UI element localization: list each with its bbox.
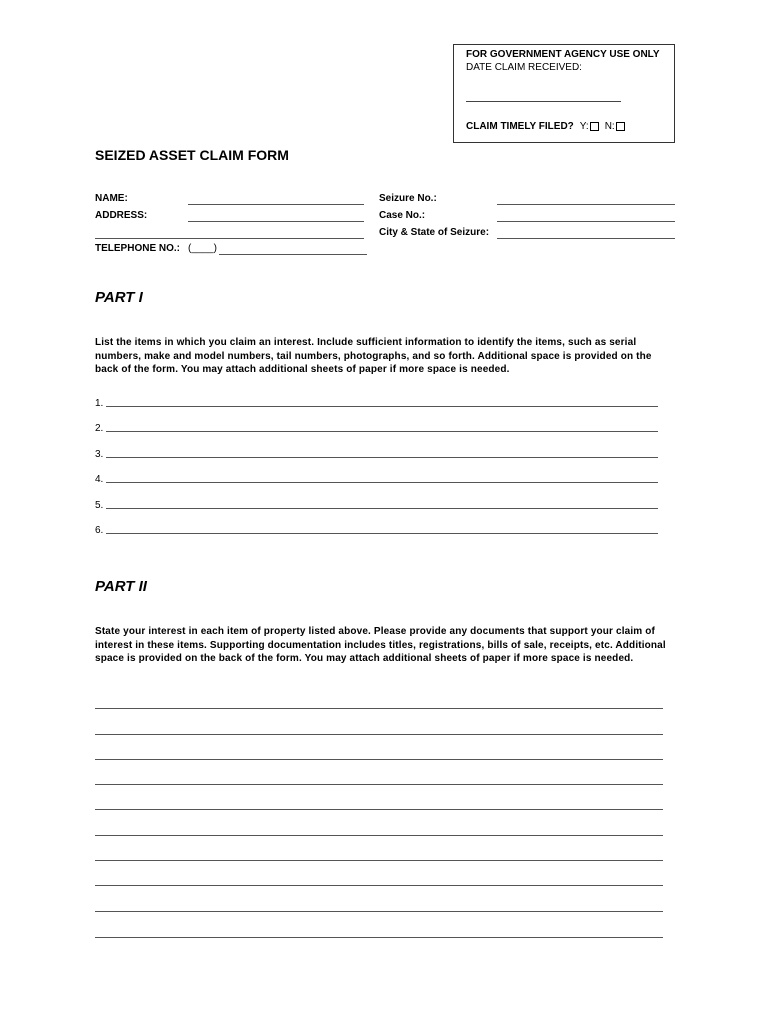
- item-row[interactable]: [95, 522, 658, 536]
- form-title: SEIZED ASSET CLAIM FORM: [95, 147, 289, 163]
- part-2-title: PART II: [95, 578, 147, 595]
- item-row[interactable]: [95, 395, 658, 409]
- yes-label: Y:: [579, 121, 589, 132]
- name-label: NAME:: [95, 193, 128, 204]
- date-claim-received-line[interactable]: [466, 101, 621, 102]
- date-claim-received-label: DATE CLAIM RECEIVED:: [466, 62, 582, 73]
- item-number: 6.: [95, 525, 104, 536]
- claim-timely-filed-label: CLAIM TIMELY FILED?: [466, 121, 574, 132]
- claim-timely-filed: [466, 121, 625, 132]
- address-field-line-1[interactable]: [188, 221, 364, 222]
- no-option: [605, 121, 625, 132]
- item-line[interactable]: [106, 457, 658, 458]
- city-state-field[interactable]: [497, 238, 675, 239]
- yes-checkbox[interactable]: [590, 122, 599, 131]
- item-line[interactable]: [106, 482, 658, 483]
- answer-line[interactable]: [95, 860, 663, 861]
- seizure-number-field[interactable]: [497, 204, 675, 205]
- item-number: 1.: [95, 398, 104, 409]
- name-field[interactable]: [188, 204, 364, 205]
- item-row[interactable]: [95, 497, 658, 511]
- address-label: ADDRESS:: [95, 210, 148, 221]
- telephone-label: TELEPHONE NO.:: [95, 243, 181, 254]
- case-number-field[interactable]: [497, 221, 675, 222]
- answer-line[interactable]: [95, 759, 663, 760]
- city-state-label: City & State of Seizure:: [379, 227, 490, 238]
- answer-line[interactable]: [95, 835, 663, 836]
- item-line[interactable]: [106, 508, 658, 509]
- telephone-field[interactable]: [219, 254, 367, 255]
- part-1-title: PART I: [95, 289, 143, 306]
- item-line[interactable]: [106, 533, 658, 534]
- government-use-title: FOR GOVERNMENT AGENCY USE ONLY: [466, 49, 660, 60]
- answer-line[interactable]: [95, 734, 663, 735]
- no-label: N:: [604, 121, 615, 132]
- part-2-instructions: State your interest in each item of property listed above. Please provide any documents that support your claim of interest in these items. Supporting documentation includes titles, registrations, bills of sale, receipts, etc. Additional space is provided on the back of the form. You may attach additional sheets of paper if more space is needed.: [95, 626, 666, 664]
- item-line[interactable]: [106, 431, 658, 432]
- item-number: 5.: [95, 500, 104, 511]
- government-use-box: [453, 44, 675, 143]
- answer-line[interactable]: [95, 809, 663, 810]
- answer-line[interactable]: [95, 784, 663, 785]
- item-line[interactable]: [106, 406, 658, 407]
- item-number: 2.: [95, 423, 104, 434]
- answer-line[interactable]: [95, 911, 663, 912]
- address-field-line-2[interactable]: [95, 238, 364, 239]
- case-number-label: Case No.:: [379, 210, 426, 221]
- no-checkbox[interactable]: [616, 122, 625, 131]
- seizure-number-label: Seizure No.:: [379, 193, 437, 204]
- telephone-area-code[interactable]: (____): [188, 243, 217, 254]
- item-number: 4.: [95, 474, 104, 485]
- yes-option: [580, 121, 599, 132]
- part-1-instructions: List the items in which you claim an interest. Include sufficient information to identify the items, such as serial numbers, make and model numbers, tail numbers, photographs, and so forth. Additional space is provided on the back of the form. You may attach additional sheets of paper if more space is needed.: [95, 337, 652, 375]
- answer-line[interactable]: [95, 885, 663, 886]
- item-row[interactable]: [95, 420, 658, 434]
- item-number: 3.: [95, 449, 104, 460]
- item-row[interactable]: [95, 446, 658, 460]
- answer-line[interactable]: [95, 708, 663, 709]
- answer-line[interactable]: [95, 937, 663, 938]
- item-row[interactable]: [95, 471, 658, 485]
